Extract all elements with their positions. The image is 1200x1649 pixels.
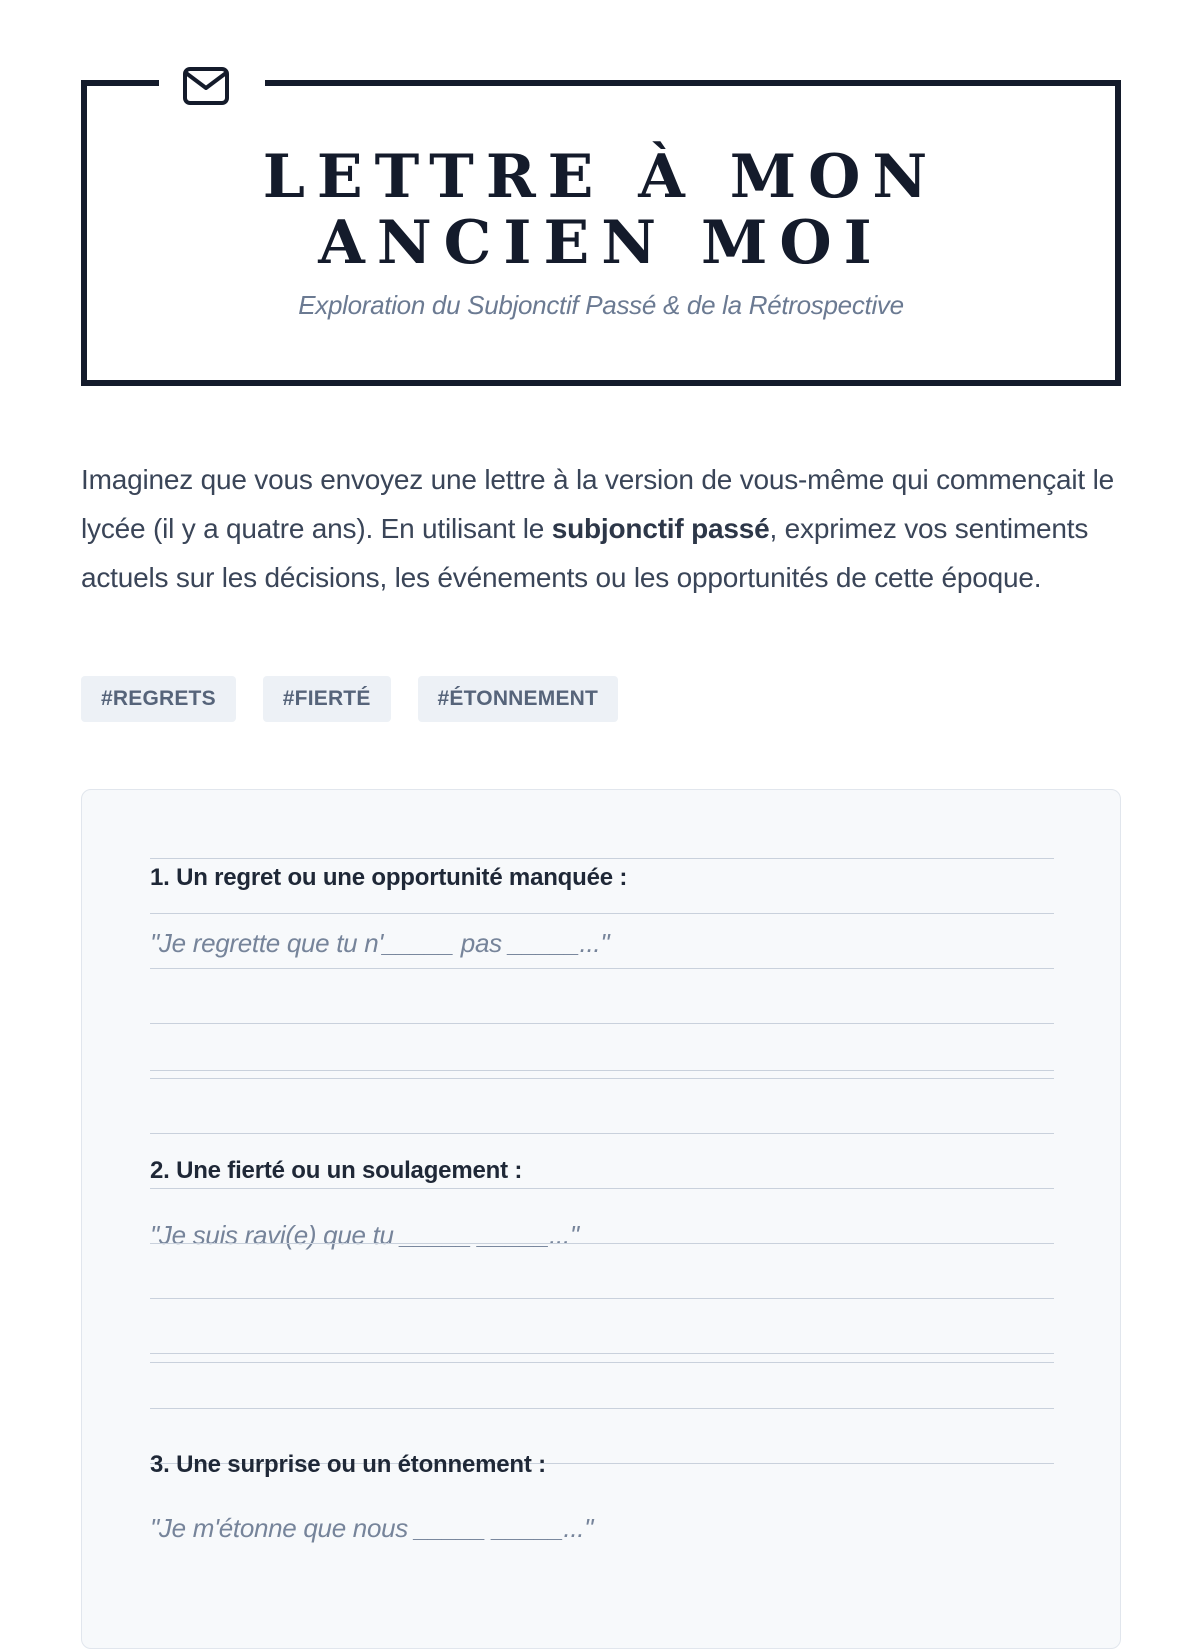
question-3-hint: "Je m'étonne que nous _____ _____...": [150, 1513, 594, 1543]
question-2-hint: "Je suis ravi(e) que tu _____ _____...": [150, 1220, 579, 1250]
intro-text-before: Imaginez que vous envoyez une lettre à la version de vous-même qui commençait le lycée (il y a quatre ans). En utilisant le: [81, 464, 1114, 544]
writing-line[interactable]: [150, 1070, 1054, 1071]
writing-line[interactable]: [150, 1408, 1054, 1409]
question-1-title: 1. Un regret ou une opportunité manquée :: [150, 864, 628, 891]
writing-line[interactable]: [150, 1133, 1054, 1134]
question-2-title: 2. Une fierté ou un soulagement :: [150, 1157, 523, 1184]
tag-list: [81, 676, 618, 722]
writing-line[interactable]: [150, 1078, 1054, 1079]
writing-line: [150, 858, 1054, 859]
title-line-2: ANCIEN MOI: [318, 208, 884, 278]
question-3-title: 3. Une surprise ou un étonnement :: [150, 1451, 546, 1478]
writing-card: [81, 789, 1121, 1649]
question-1-hint: "Je regrette que tu n'_____ pas _____...": [150, 928, 610, 958]
writing-line[interactable]: [150, 1353, 1054, 1354]
title-line-1: LETTRE À MON: [262, 142, 940, 212]
writing-line[interactable]: [150, 1243, 1054, 1244]
tag-etonnement: #ÉTONNEMENT: [418, 676, 619, 722]
writing-line[interactable]: [150, 968, 1054, 969]
tag-regrets: #REGRETS: [81, 676, 236, 722]
intro-text-after: , exprimez vos sentiments actuels sur les décisions, les événements ou les opportunités de cette époque.: [81, 513, 1089, 593]
intro-emphasis: subjonctif passé: [551, 513, 770, 544]
page-subtitle: Exploration du Subjonctif Passé & de la Rétrospective: [298, 290, 904, 320]
writing-line[interactable]: [150, 1362, 1054, 1363]
tag-fierte: #FIERTÉ: [263, 676, 391, 722]
envelope-icon: [182, 65, 230, 107]
title-frame: [81, 80, 1121, 386]
intro-paragraph: [81, 455, 1121, 602]
writing-line[interactable]: [150, 1023, 1054, 1024]
page-title: [87, 144, 1115, 276]
writing-line[interactable]: [150, 1298, 1054, 1299]
writing-line: [150, 1188, 1054, 1189]
writing-line: [150, 913, 1054, 914]
